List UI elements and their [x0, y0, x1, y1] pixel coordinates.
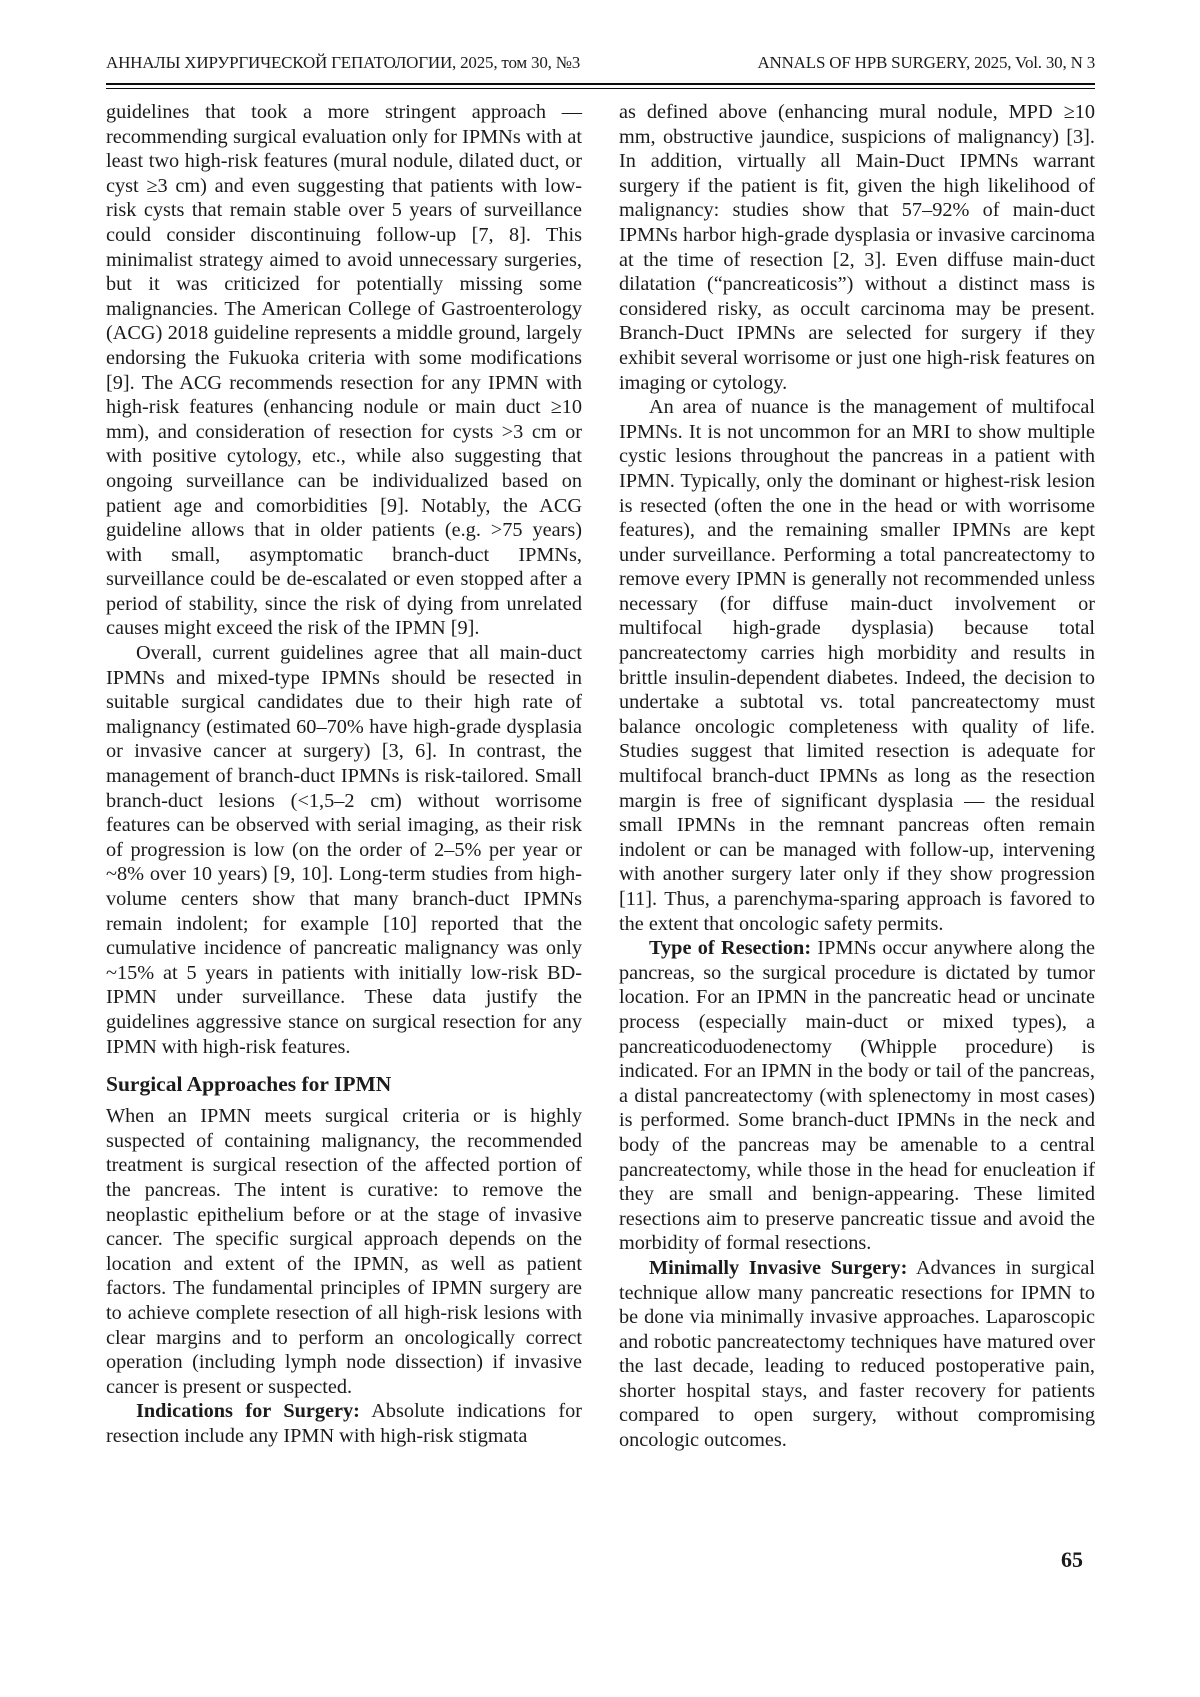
- paragraph-minimally-invasive-surgery: [619, 1256, 1095, 1453]
- section-heading-surgical-approaches: Surgical Approaches for IPMN: [106, 1072, 392, 1097]
- indications-body-text: Absolute indications for resection include any IPMN with high-risk stigmata: [106, 1400, 582, 1447]
- minimally-invasive-body-text: Advances in surgical technique allow many pancreatic resections for IPMN to be done via minimally invasive approaches. Laparoscopic and robotic pancreatectomy techniques have matured over the last decade, leading to reduced postoperative pain, shorter hospital stays, and faster recovery for patients compared to open surgery, without compromising oncologic outcomes.: [619, 1256, 1096, 1452]
- paragraph-indications-for-surgery: [106, 1399, 582, 1448]
- paragraph-overall-guidelines: Overall, current guidelines agree that all main-duct IPMNs and mixed-type IPMNs should be resected in suitable surgical candidates due to their high rate of malignancy (estimated 60–70% have high-grade dysplasia or invasive cancer at surgery) [3, 6]. In contrast, the management of branch-duct IPMNs is risk-tailored. Small branch-duct lesions (<1,5–2 cm) without worrisome features can be observed with serial imaging, as their risk of progression is low (on the order of 2–5% per year or ~8% over 10 years) [9, 10]. Long-term studies from high-volume centers show that many branch-duct IPMNs remain indolent; for example [10] reported that the cumulative incidence of pancreatic malignancy was only ~15% at 5 years in patients with initially low-risk BD-IPMN under surveillance. These data justify the guidelines aggressive stance on surgical resection for any IPMN with high-risk features.: [106, 642, 582, 1058]
- paragraph-type-of-resection: [619, 936, 1095, 1256]
- header-divider-rule: [106, 83, 1095, 89]
- left-column: [106, 100, 582, 1453]
- running-head: [106, 53, 1095, 73]
- two-column-body: [106, 100, 1095, 1453]
- type-of-resection-body-text: IPMNs occur anywhere along the pancreas, so the surgical procedure is dictated by tumor location. For an IPMN in the pancreatic head or uncinate process (especially main-duct or mixed types), a pancreaticoduodenectomy (Whipple procedure) is indicated. For an IPMN in the body or tail of the pancreas, a distal pancreatectomy (with splenectomy in most cases) is performed. Some branch-duct IPMNs in the neck and body of the pancreas may be amenable to a central pancreatectomy, while those in the head for enucleation if they are small and benign-appearing. These limited resections aim to preserve pancreatic tissue and avoid the morbidity of formal resections.: [619, 937, 1095, 1255]
- paragraph-guidelines-continuation: guidelines that took a more stringent approach — recommending surgical evaluation only for IPMNs with at least two high-risk features (mural nodule, dilated duct, or cyst ≥3 cm) and even suggesting that patients with low-risk cysts that remain stable over 5 years of surveillance could consider discontinuing follow-up [7, 8]. This minimalist strategy aimed to avoid unnecessary surgeries, but it was criticized for potentially missing some malignancies. The American College of Gastroenterology (ACG) 2018 guideline represents a middle ground, largely endorsing the Fukuoka criteria with some modifications [9]. The ACG recommends resection for any IPMN with high-risk features (enhancing nodule or main duct ≥10 mm), and consideration of resection for cysts >3 cm or with positive cytology, etc., while also suggesting that ongoing surveillance can be individualized based on patient age and comorbidities [9]. Notably, the ACG guideline allows that in older patients (e.g. >75 years) with small, asymptomatic branch-duct IPMNs, surveillance could be de-escalated or even stopped after a period of stability, since the risk of dying from unrelated causes might exceed the risk of the IPMN [9].: [106, 101, 582, 640]
- page-number: 65: [1061, 1547, 1083, 1572]
- type-of-resection-lead-in: Type of Resection:: [649, 937, 812, 960]
- paragraph-as-defined-continuation: as defined above (enhancing mural nodule, MPD ≥10 mm, obstructive jaundice, suspicions of malignancy) [3]. In addition, virtually all Main-Duct IPMNs warrant surgery if the patient is fit, given the high likelihood of malignancy: studies show that 57–92% of main-duct IPMNs harbor high-grade dysplasia or invasive carcinoma at the time of resection [2, 3]. Even diffuse main-duct dilatation (“pancreaticosis”) without a distinct mass is considered risky, as occult carcinoma may be present. Branch-Duct IPMNs are selected for surgery if they exhibit several worrisome or just one high-risk features on imaging or cytology.: [619, 101, 1095, 394]
- paragraph-when-ipmn-meets-criteria: When an IPMN meets surgical criteria or is highly suspected of containing malignancy, the recommended treatment is surgical resection of the affected portion of the pancreas. The intent is curative: to remove the neoplastic epithelium before or at the stage of invasive cancer. The specific surgical approach depends on the location and extent of the IPMN, as well as patient factors. The fundamental principles of IPMN surgery are to achieve complete resection of all high-risk lesions with clear margins and to perform an oncologically correct operation (including lymph node dissection) if invasive cancer is present or suspected.: [106, 1105, 582, 1398]
- minimally-invasive-lead-in: Minimally Invasive Surgery:: [649, 1256, 908, 1279]
- right-column: [619, 100, 1095, 1453]
- journal-title-ru: АННАЛЫ ХИРУРГИЧЕСКОЙ ГЕПАТОЛОГИИ, 2025, том 30, №3: [106, 53, 581, 72]
- indications-lead-in: Indications for Surgery:: [136, 1400, 360, 1423]
- paragraph-multifocal-nuance: An area of nuance is the management of multifocal IPMNs. It is not uncommon for an MRI to show multiple cystic lesions throughout the pancreas in a patient with IPMN. Typically, only the dominant or highest-risk lesion is resected (often the one in the head or with worrisome features), and the remaining smaller IPMNs are kept under surveillance. Performing a total pancreatectomy to remove every IPMN is generally not recommended unless necessary (for diffuse main-duct involvement or multifocal high-grade dysplasia) because total pancreatectomy carries high morbidity and results in brittle insulin-dependent diabetes. Indeed, the decision to undertake a subtotal vs. total pancreatectomy must balance oncologic completeness with quality of life. Studies suggest that limited resection is adequate for multifocal branch-duct IPMNs as long as the resection margin is free of significant dysplasia — the residual small IPMNs in the remnant pancreas often remain indolent or can be managed with follow-up, intervening with another surgery later only if they show progression [11]. Thus, a parenchyma-sparing approach is favored to the extent that oncologic safety permits.: [619, 396, 1095, 935]
- journal-title-en: ANNALS OF HPB SURGERY, 2025, Vol. 30, N 3: [757, 53, 1095, 72]
